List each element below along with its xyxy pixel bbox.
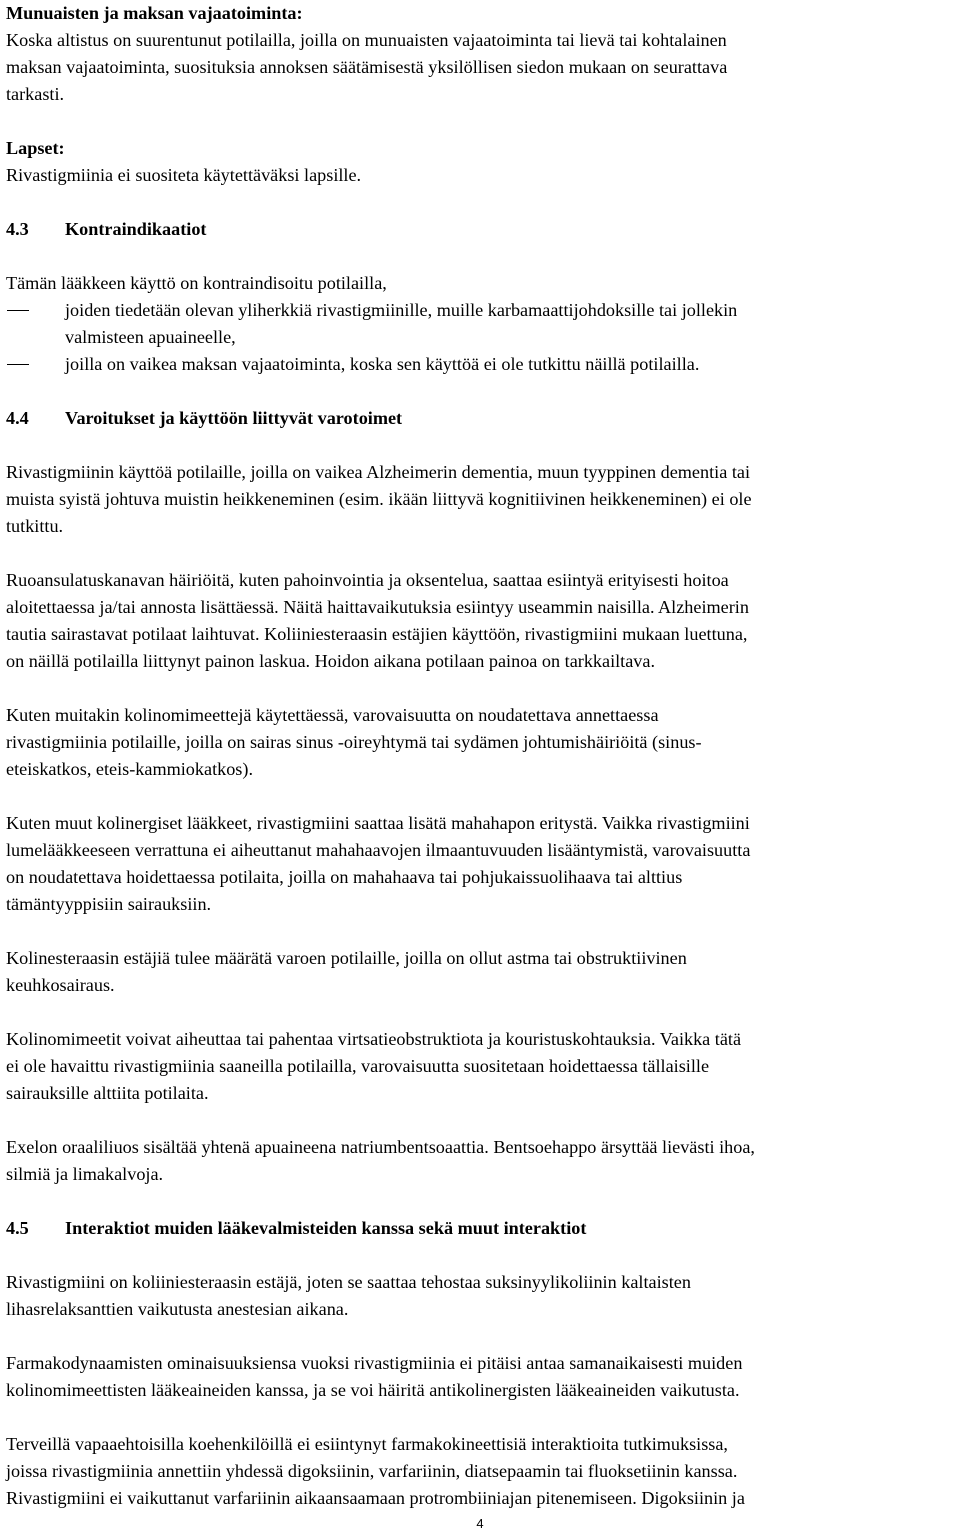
section-heading-4-5	[6, 1215, 956, 1242]
bullet-item	[6, 351, 956, 378]
paragraph-line: Kuten muitakin kolinomimeettejä käytettäessä, varovaisuutta on noudatettava annettaessa	[6, 705, 659, 725]
paragraph-line: Terveillä vapaaehtoisilla koehenkilöillä ei esiintynyt farmakokineettisiä interaktioita tutkimuksissa,	[6, 1434, 728, 1454]
renal-heading: Munuaisten ja maksan vajaatoiminta:	[6, 3, 303, 23]
paragraph-line: Exelon oraaliliuos sisältää yhtenä apuaineena natriumbentsoaattia. Bentsoehappo ärsyttää lievästi ihoa,	[6, 1137, 755, 1157]
section-number: 4.4	[6, 408, 29, 428]
paragraph-line: tämäntyyppisiin sairauksiin.	[6, 894, 212, 914]
paragraph-line: ei ole havaittu rivastigmiinia saaneilla potilailla, varovaisuutta suositetaan hoidettaessa tällaisille	[6, 1056, 710, 1076]
section-number: 4.5	[6, 1218, 29, 1238]
paragraph-line: Rivastigmiini ei vaikuttanut varfariinin aikaansaamaan protrombiiniajan pitenemiseen. Digoksiinin ja	[6, 1488, 745, 1508]
renal-line: Koska altistus on suurentunut potilailla, joilla on munuaisten vajaatoiminta tai lievä tai kohtalainen	[6, 30, 727, 50]
paragraph-line: joissa rivastigmiinia annettiin yhdessä digoksiinin, varfariinin, diatsepaamin tai fluoksetiinin kanssa.	[6, 1461, 738, 1481]
document-page	[6, 0, 956, 1512]
paragraph-line: keuhkosairaus.	[6, 975, 115, 995]
bullet-line: joilla on vaikea maksan vajaatoiminta, koska sen käyttöä ei ole tutkittu näillä potilailla.	[65, 354, 700, 374]
paragraph-line: tutkittu.	[6, 516, 64, 536]
paragraph-line: tautia sairastavat potilaat laihtuvat. Koliiniesteraasin estäjien käyttöön, rivastigmiini mukaan luettuna,	[6, 624, 748, 644]
paragraph-line: Rivastigmiini on koliiniesteraasin estäjä, joten se saattaa tehostaa suksinyylikoliinin kaltaisten	[6, 1272, 691, 1292]
children-heading: Lapset:	[6, 138, 65, 158]
page-number: 4	[476, 1516, 484, 1531]
bullet-line: valmisteen apuaineelle,	[65, 327, 236, 347]
dash-bullet-icon	[6, 297, 65, 351]
paragraph-line: Kuten muut kolinergiset lääkkeet, rivastigmiini saattaa lisätä mahahapon eritystä. Vaikka rivastigmiini	[6, 813, 750, 833]
paragraph-line: lumelääkkeeseen verrattuna ei aiheuttanut mahahaavojen ilmaantuvuuden lisääntymistä, varovaisuutta	[6, 840, 751, 860]
bullet-item	[6, 297, 956, 351]
paragraph-line: kolinomimeettisten lääkeaineiden kanssa, ja se voi häiritä antikolinergisten lääkeaineiden vaikutusta.	[6, 1380, 740, 1400]
paragraph-line: eteiskatkos, eteis-kammiokatkos).	[6, 759, 253, 779]
paragraph-line: Rivastigmiinin käyttöä potilaille, joilla on vaikea Alzheimerin dementia, muun tyyppinen dementia tai	[6, 462, 750, 482]
renal-line: tarkasti.	[6, 84, 65, 104]
paragraph-line: on noudatettava hoidettaessa potilaita, joilla on mahahaava tai pohjukaissuolihaava tai alttius	[6, 867, 683, 887]
paragraph-line: rivastigmiinia potilaille, joilla on sairas sinus -oireyhtymä tai sydämen johtumishäiriöitä (sinus-	[6, 732, 702, 752]
section-heading-4-3	[6, 216, 956, 243]
renal-line: maksan vajaatoiminta, suosituksia annoksen säätämisestä yksilöllisen siedon mukaan on seurattava	[6, 57, 728, 77]
paragraph-line: sairauksille alttiita potilaita.	[6, 1083, 209, 1103]
section-title: Interaktiot muiden lääkevalmisteiden kanssa sekä muut interaktiot	[65, 1218, 587, 1238]
paragraph-line: Ruoansulatuskanavan häiriöitä, kuten pahoinvointia ja oksentelua, saattaa esiintyä erityisesti hoitoa	[6, 570, 729, 590]
contraindication-intro: Tämän lääkkeen käyttö on kontraindisoitu potilailla,	[6, 273, 387, 293]
section-title: Varoitukset ja käyttöön liittyvät varotoimet	[65, 408, 403, 428]
dash-bullet-icon	[6, 351, 65, 378]
paragraph-line: on näillä potilailla liittynyt painon laskua. Hoidon aikana potilaan painoa on tarkkailtava.	[6, 651, 656, 671]
paragraph-line: silmiä ja limakalvoja.	[6, 1164, 164, 1184]
section-title: Kontraindikaatiot	[65, 219, 207, 239]
children-text: Rivastigmiinia ei suositeta käytettäväksi lapsille.	[6, 165, 362, 185]
section-number: 4.3	[6, 219, 29, 239]
paragraph-line: Kolinesteraasin estäjiä tulee määrätä varoen potilaille, joilla on ollut astma tai obstruktiivinen	[6, 948, 687, 968]
paragraph-line: lihasrelaksanttien vaikutusta anestesian aikana.	[6, 1299, 349, 1319]
paragraph-line: Kolinomimeetit voivat aiheuttaa tai pahentaa virtsatieobstruktiota ja kouristuskohtauksia. Vaikka tätä	[6, 1029, 742, 1049]
bullet-line: joiden tiedetään olevan yliherkkiä rivastigmiinille, muille karbamaattijohdoksille tai jollekin	[65, 300, 738, 320]
section-heading-4-4	[6, 405, 956, 432]
paragraph-line: aloitettaessa ja/tai annosta lisättäessä. Näitä haittavaikutuksia esiintyy useammin naisilla. Alzheimerin	[6, 597, 749, 617]
paragraph-line: Farmakodynaamisten ominaisuuksiensa vuoksi rivastigmiinia ei pitäisi antaa samanaikaisesti muiden	[6, 1353, 743, 1373]
paragraph-line: muista syistä johtuva muistin heikkeneminen (esim. ikään liittyvä kognitiivinen heikkeneminen) ei ole	[6, 489, 752, 509]
